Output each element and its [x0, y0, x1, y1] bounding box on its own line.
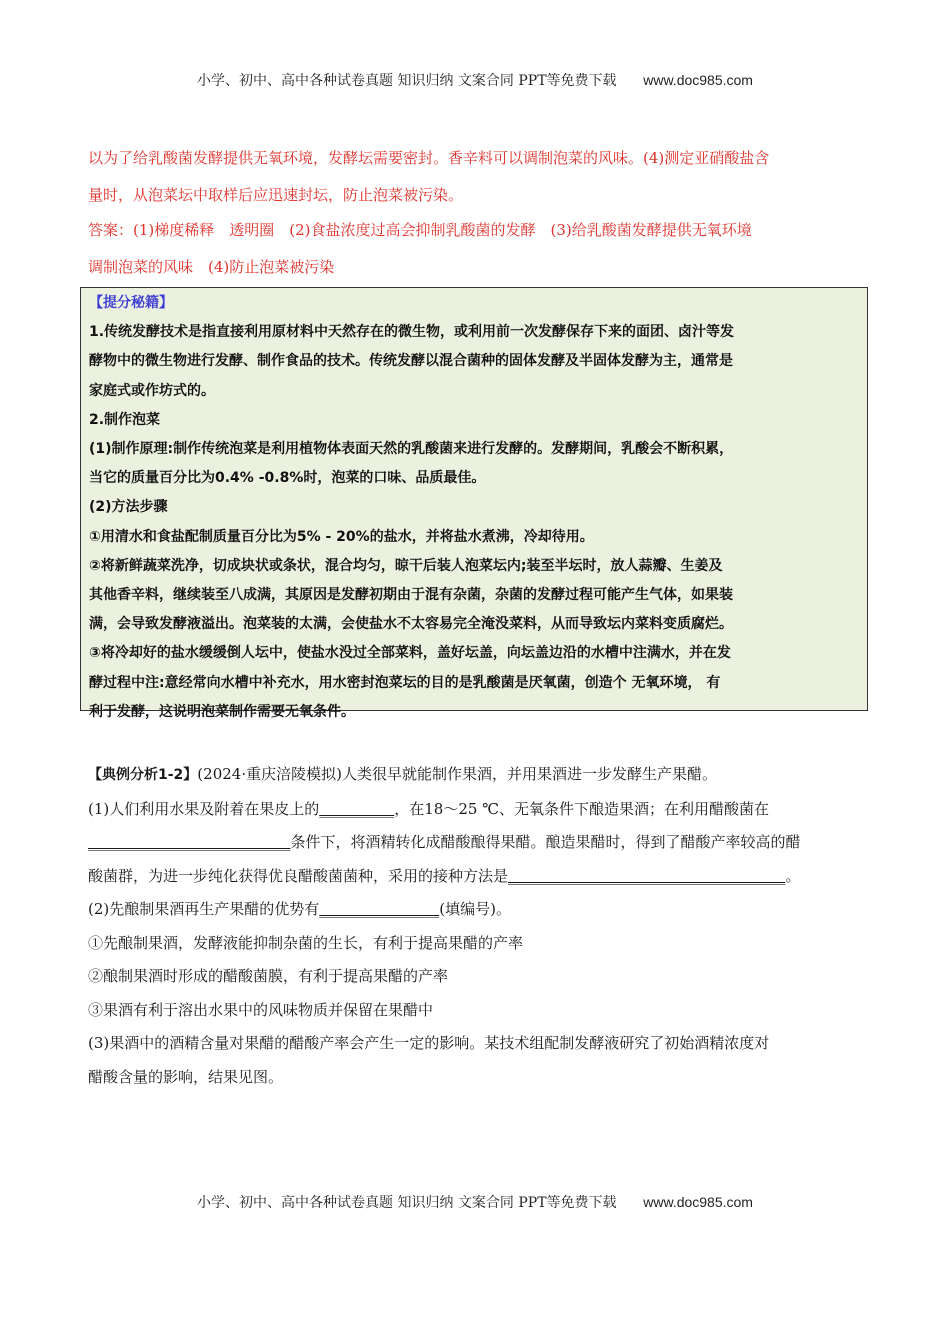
answer-blank-4: ________________ [319, 900, 440, 918]
answer-line: 调制泡菜的风味 (4)防止泡菜被污染 [88, 258, 335, 276]
footer-site-link[interactable]: www.doc985.com [643, 1194, 753, 1210]
header-site-link[interactable]: www.doc985.com [643, 72, 753, 88]
tips-line: 利于发酵，这说明泡菜制作需要无氧条件。 [89, 703, 355, 720]
answer-blank-1: __________ [319, 799, 395, 818]
tips-line: 酵物中的微生物进行发酵、制作食品的技术。传统发酵以混合菌种的固体发酵及半固体发酵为主，通常是 [89, 353, 733, 370]
option-1: ①先酿制果酒，发酵液能抑制杂菌的生长，有利于提高果醋的产率 [88, 933, 524, 952]
question-tag: 【典例分析1-2】 [88, 767, 198, 783]
tips-title: 【提分秘籍】 [89, 295, 173, 311]
answer-analysis [88, 140, 858, 214]
tips-box [80, 287, 868, 720]
analysis-line: 量时，从泡菜坛中取样后应迅速封坛，防止泡菜被污染。 [88, 186, 464, 204]
question-text: 条件下，将酒精转化成醋酸酿得果醋。酿造果醋时，得到了醋酸产率较高的醋 [290, 833, 801, 851]
tips-line: ①用清水和食盐配制质量百分比为5% - 20%的盐水，并将盐水煮沸，冷却待用。 [89, 528, 594, 545]
answer-line: 答案：(1)梯度稀释 透明圈 (2)食盐浓度过高会抑制乳酸菌的发酵 (3)给乳酸菌发酵提供无氧环境 [88, 221, 752, 239]
tips-line: 当它的质量百分比为0.4% -0.8%时，泡菜的口味、品质最佳。 [89, 470, 486, 487]
header-text: 小学、初中、高中各种试卷真题 知识归纳 文案合同 PPT等免费下载 [197, 73, 617, 89]
tips-line: 2.制作泡菜 [89, 411, 161, 428]
tips-line: 其他香辛料，继续装至八成满，其原因是发酵初期由于混有杂菌，杂菌的发酵过程可能产生气体，如果装 [89, 587, 733, 604]
question-part1-line [88, 793, 863, 827]
question-text: (填编号)。 [439, 900, 511, 918]
answer-blank-2: ___________________________ [88, 833, 291, 851]
question-part2-line [88, 893, 863, 927]
question-part1-line [88, 860, 863, 894]
tips-line: 满，会导致发酵液溢出。泡菜装的太满，会使盐水不太容易完全淹没菜料，从而导致坛内菜料变质腐烂。 [89, 616, 733, 633]
tips-line: 家庭式或作坊式的。 [89, 382, 215, 399]
question-part1-line [88, 826, 863, 860]
question-part3-line: (3)果酒中的酒精含量对果醋的醋酸产率会产生一定的影响。某技术组配制发酵液研究了初始酒精浓度对 [88, 1034, 770, 1052]
tips-line: 1.传统发酵技术是指直接利用原材料中天然存在的微生物，或利用前一次发酵保存下来的面团、卤汁等发 [89, 324, 735, 341]
option-3: ③果酒有利于溶出水果中的风味物质并保留在果醋中 [88, 1000, 434, 1019]
question-text: (1)人们利用水果及附着在果皮上的 [88, 799, 320, 818]
answer-blank-3: _____________________________________ [508, 866, 786, 885]
tips-line: (2)方法步骤 [89, 499, 168, 516]
question-intro-line [88, 758, 863, 793]
analysis-line: 以为了给乳酸菌发酵提供无氧环境，发酵坛需要密封。香辛料可以调制泡菜的风味。(4)测定亚硝酸盐含 [88, 149, 770, 167]
answer-block [88, 212, 858, 286]
question-part3-line: 醋酸含量的影响，结果见图。 [88, 1067, 284, 1086]
question-block [88, 758, 863, 1094]
question-text: 酸菌群，为进一步纯化获得优良醋酸菌菌种，采用的接种方法是 [88, 866, 509, 885]
question-text: (2)先酿制果酒再生产果醋的优势有 [88, 900, 320, 918]
page-header [0, 70, 950, 90]
tips-line: 酵过程中注:意经常向水槽中补充水，用水密封泡菜坛的目的是乳酸菌是厌氧菌，创造个 无氧环境， 有 [89, 674, 721, 691]
question-text: ，在18～25 ℃、无氧条件下酿造果酒；在利用醋酸菌在 [394, 799, 769, 818]
question-text: 。 [785, 866, 801, 885]
tips-line: ②将新鲜蔬菜洗净，切成块状或条状，混合均匀，晾干后装人泡菜坛内;装至半坛时，放人蒜瓣、生姜及 [89, 557, 723, 574]
tips-line: ③将冷却好的盐水缓缓倒人坛中，使盐水没过全部菜料，盖好坛盖，向坛盖边沿的水槽中注满水，并在发 [89, 645, 731, 662]
page-footer [0, 1192, 950, 1212]
footer-text: 小学、初中、高中各种试卷真题 知识归纳 文案合同 PPT等免费下载 [197, 1195, 617, 1211]
tips-line: (1)制作原理:制作传统泡菜是利用植物体表面天然的乳酸菌来进行发酵的。发酵期间，乳酸会不断积累， [89, 441, 734, 458]
question-intro: (2024·重庆涪陵模拟)人类很早就能制作果酒，并用果酒进一步发酵生产果醋。 [197, 765, 717, 783]
option-2: ②酿制果酒时形成的醋酸菌膜，有利于提高果醋的产率 [88, 967, 449, 985]
